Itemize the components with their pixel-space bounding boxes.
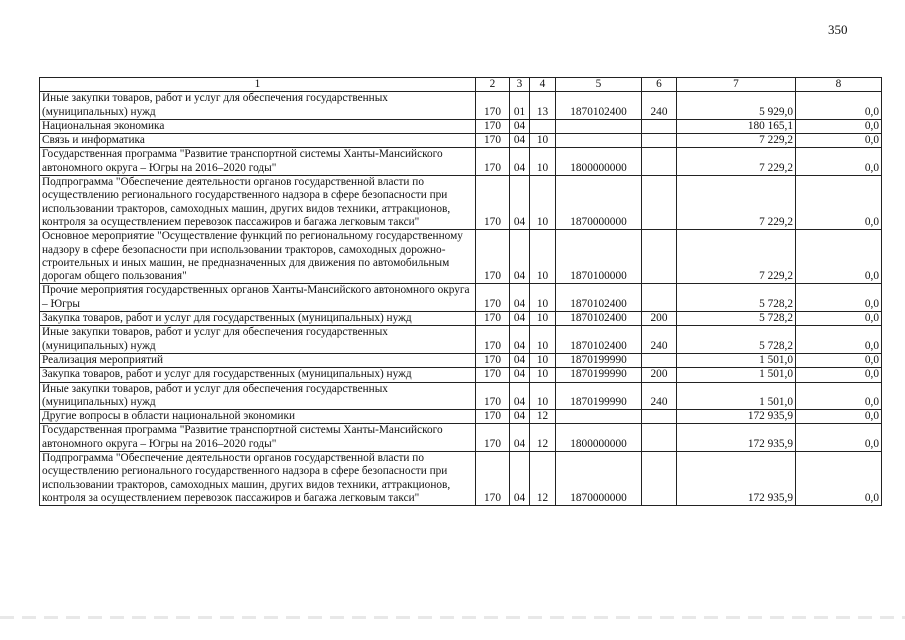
cell-expense-type: 240 bbox=[642, 382, 677, 410]
cell-section: 04 bbox=[510, 382, 530, 410]
cell-section: 04 bbox=[510, 410, 530, 424]
cell-section: 04 bbox=[510, 353, 530, 367]
cell-amount: 7 229,2 bbox=[677, 230, 796, 284]
cell-name: Другие вопросы в области национальной экономики bbox=[40, 410, 476, 424]
header-col-1: 1 bbox=[40, 78, 476, 92]
cell-amount: 172 935,9 bbox=[677, 410, 796, 424]
cell-amount-2: 0,0 bbox=[796, 312, 882, 326]
cell-subsection: 10 bbox=[530, 382, 556, 410]
cell-amount-2: 0,0 bbox=[796, 134, 882, 148]
cell-amount-2: 0,0 bbox=[796, 119, 882, 133]
cell-expense-type bbox=[642, 176, 677, 230]
cell-admin-code: 170 bbox=[476, 368, 510, 382]
cell-section: 04 bbox=[510, 134, 530, 148]
cell-name: Связь и информатика bbox=[40, 134, 476, 148]
cell-expense-type bbox=[642, 424, 677, 452]
cell-subsection: 10 bbox=[530, 134, 556, 148]
cell-target-article bbox=[556, 134, 642, 148]
cell-admin-code: 170 bbox=[476, 312, 510, 326]
table-row bbox=[40, 424, 882, 452]
cell-name: Иные закупки товаров, работ и услуг для обеспечения государственных (муниципальных) нужд bbox=[40, 382, 476, 410]
cell-amount-2: 0,0 bbox=[796, 326, 882, 354]
cell-amount: 5 728,2 bbox=[677, 284, 796, 312]
table-row bbox=[40, 230, 882, 284]
cell-name: Подпрограмма "Обеспечение деятельности органов государственной власти по осуществлению регионального государственного надзора в сфере безопасности при использовании тракторов, самоходных машин, других видов техники, аттракционов, контроля за осуществлением перевозок пассажиров и багажа легковым такси" bbox=[40, 176, 476, 230]
cell-subsection: 10 bbox=[530, 312, 556, 326]
cell-subsection: 12 bbox=[530, 452, 556, 506]
cell-amount: 5 728,2 bbox=[677, 326, 796, 354]
table-row bbox=[40, 176, 882, 230]
table-row bbox=[40, 148, 882, 176]
cell-subsection: 10 bbox=[530, 230, 556, 284]
header-col-4: 4 bbox=[530, 78, 556, 92]
cell-name: Закупка товаров, работ и услуг для государственных (муниципальных) нужд bbox=[40, 312, 476, 326]
cell-amount: 1 501,0 bbox=[677, 368, 796, 382]
cell-name: Иные закупки товаров, работ и услуг для обеспечения государственных (муниципальных) нужд bbox=[40, 326, 476, 354]
cell-expense-type bbox=[642, 119, 677, 133]
header-col-6: 6 bbox=[642, 78, 677, 92]
cell-amount-2: 0,0 bbox=[796, 176, 882, 230]
cell-expense-type bbox=[642, 230, 677, 284]
table-row bbox=[40, 382, 882, 410]
cell-name: Государственная программа "Развитие транспортной системы Ханты-Мансийского автономного округа – Югры на 2016–2020 годы" bbox=[40, 148, 476, 176]
cell-admin-code: 170 bbox=[476, 284, 510, 312]
cell-admin-code: 170 bbox=[476, 424, 510, 452]
page-number: 350 bbox=[828, 22, 848, 37]
cell-expense-type bbox=[642, 134, 677, 148]
cell-section: 04 bbox=[510, 119, 530, 133]
cell-admin-code: 170 bbox=[476, 148, 510, 176]
cell-amount: 7 229,2 bbox=[677, 134, 796, 148]
cell-target-article: 1800000000 bbox=[556, 424, 642, 452]
cell-amount-2: 0,0 bbox=[796, 368, 882, 382]
cell-section: 04 bbox=[510, 176, 530, 230]
cell-section: 04 bbox=[510, 148, 530, 176]
cell-target-article bbox=[556, 119, 642, 133]
cell-section: 04 bbox=[510, 312, 530, 326]
header-col-2: 2 bbox=[476, 78, 510, 92]
cell-target-article: 1870102400 bbox=[556, 284, 642, 312]
cell-expense-type bbox=[642, 410, 677, 424]
cell-expense-type: 240 bbox=[642, 326, 677, 354]
scan-artifact bbox=[0, 616, 905, 619]
cell-expense-type: 200 bbox=[642, 368, 677, 382]
cell-target-article: 1870199990 bbox=[556, 353, 642, 367]
table-body bbox=[40, 92, 882, 506]
table-row bbox=[40, 410, 882, 424]
cell-amount: 172 935,9 bbox=[677, 452, 796, 506]
cell-subsection: 10 bbox=[530, 148, 556, 176]
cell-amount-2: 0,0 bbox=[796, 92, 882, 120]
cell-amount-2: 0,0 bbox=[796, 148, 882, 176]
cell-subsection: 10 bbox=[530, 353, 556, 367]
cell-amount-2: 0,0 bbox=[796, 284, 882, 312]
cell-section: 01 bbox=[510, 92, 530, 120]
cell-admin-code: 170 bbox=[476, 410, 510, 424]
cell-admin-code: 170 bbox=[476, 452, 510, 506]
table-row bbox=[40, 353, 882, 367]
cell-subsection: 10 bbox=[530, 368, 556, 382]
header-col-7: 7 bbox=[677, 78, 796, 92]
table-row bbox=[40, 452, 882, 506]
cell-expense-type: 240 bbox=[642, 92, 677, 120]
cell-amount: 5 728,2 bbox=[677, 312, 796, 326]
cell-target-article: 1870000000 bbox=[556, 176, 642, 230]
cell-expense-type bbox=[642, 452, 677, 506]
cell-name: Закупка товаров, работ и услуг для государственных (муниципальных) нужд bbox=[40, 368, 476, 382]
table-header bbox=[40, 78, 882, 92]
table-row bbox=[40, 284, 882, 312]
cell-amount: 7 229,2 bbox=[677, 176, 796, 230]
cell-admin-code: 170 bbox=[476, 382, 510, 410]
cell-amount-2: 0,0 bbox=[796, 452, 882, 506]
cell-subsection bbox=[530, 119, 556, 133]
cell-amount-2: 0,0 bbox=[796, 230, 882, 284]
cell-admin-code: 170 bbox=[476, 92, 510, 120]
cell-name: Иные закупки товаров, работ и услуг для обеспечения государственных (муниципальных) нужд bbox=[40, 92, 476, 120]
budget-table bbox=[39, 77, 882, 506]
cell-target-article bbox=[556, 410, 642, 424]
cell-amount: 180 165,1 bbox=[677, 119, 796, 133]
cell-target-article: 1870102400 bbox=[556, 326, 642, 354]
cell-admin-code: 170 bbox=[476, 230, 510, 284]
table-row bbox=[40, 326, 882, 354]
cell-expense-type bbox=[642, 284, 677, 312]
cell-name: Национальная экономика bbox=[40, 119, 476, 133]
header-row bbox=[40, 78, 882, 92]
table-row bbox=[40, 92, 882, 120]
header-col-8: 8 bbox=[796, 78, 882, 92]
cell-amount-2: 0,0 bbox=[796, 353, 882, 367]
cell-subsection: 12 bbox=[530, 424, 556, 452]
cell-section: 04 bbox=[510, 424, 530, 452]
cell-name: Основное мероприятие "Осуществление функций по региональному государственному надзору в сфере безопасности при использовании тракторов, самоходных дорожно-строительных и иных машин, не предназначенных для движения по автомобильным дорогам общего пользования" bbox=[40, 230, 476, 284]
cell-section: 04 bbox=[510, 326, 530, 354]
cell-name: Прочие мероприятия государственных органов Ханты-Мансийского автономного округа – Югры bbox=[40, 284, 476, 312]
cell-subsection: 13 bbox=[530, 92, 556, 120]
cell-target-article: 1870102400 bbox=[556, 92, 642, 120]
cell-subsection: 10 bbox=[530, 176, 556, 230]
cell-amount: 5 929,0 bbox=[677, 92, 796, 120]
cell-amount: 7 229,2 bbox=[677, 148, 796, 176]
table-row bbox=[40, 134, 882, 148]
header-col-3: 3 bbox=[510, 78, 530, 92]
cell-expense-type bbox=[642, 148, 677, 176]
cell-target-article: 1800000000 bbox=[556, 148, 642, 176]
cell-amount-2: 0,0 bbox=[796, 382, 882, 410]
cell-expense-type bbox=[642, 353, 677, 367]
cell-subsection: 10 bbox=[530, 326, 556, 354]
cell-target-article: 1870100000 bbox=[556, 230, 642, 284]
cell-target-article: 1870102400 bbox=[556, 312, 642, 326]
cell-amount-2: 0,0 bbox=[796, 410, 882, 424]
cell-subsection: 12 bbox=[530, 410, 556, 424]
cell-admin-code: 170 bbox=[476, 353, 510, 367]
cell-admin-code: 170 bbox=[476, 134, 510, 148]
cell-admin-code: 170 bbox=[476, 176, 510, 230]
cell-admin-code: 170 bbox=[476, 119, 510, 133]
cell-name: Реализация мероприятий bbox=[40, 353, 476, 367]
cell-amount: 1 501,0 bbox=[677, 353, 796, 367]
table-row bbox=[40, 119, 882, 133]
cell-target-article: 1870199990 bbox=[556, 382, 642, 410]
cell-target-article: 1870000000 bbox=[556, 452, 642, 506]
cell-amount: 172 935,9 bbox=[677, 424, 796, 452]
header-col-5: 5 bbox=[556, 78, 642, 92]
cell-amount-2: 0,0 bbox=[796, 424, 882, 452]
cell-name: Государственная программа "Развитие транспортной системы Ханты-Мансийского автономного округа – Югры на 2016–2020 годы" bbox=[40, 424, 476, 452]
table-row bbox=[40, 312, 882, 326]
cell-name: Подпрограмма "Обеспечение деятельности органов государственной власти по осуществлению регионального государственного надзора в сфере безопасности при использовании тракторов, самоходных машин, других видов техники, аттракционов, контроля за осуществлением перевозок пассажиров и багажа легковым такси" bbox=[40, 452, 476, 506]
cell-amount: 1 501,0 bbox=[677, 382, 796, 410]
cell-subsection: 10 bbox=[530, 284, 556, 312]
table-row bbox=[40, 368, 882, 382]
cell-section: 04 bbox=[510, 284, 530, 312]
cell-section: 04 bbox=[510, 368, 530, 382]
cell-section: 04 bbox=[510, 230, 530, 284]
cell-admin-code: 170 bbox=[476, 326, 510, 354]
cell-expense-type: 200 bbox=[642, 312, 677, 326]
cell-target-article: 1870199990 bbox=[556, 368, 642, 382]
cell-section: 04 bbox=[510, 452, 530, 506]
